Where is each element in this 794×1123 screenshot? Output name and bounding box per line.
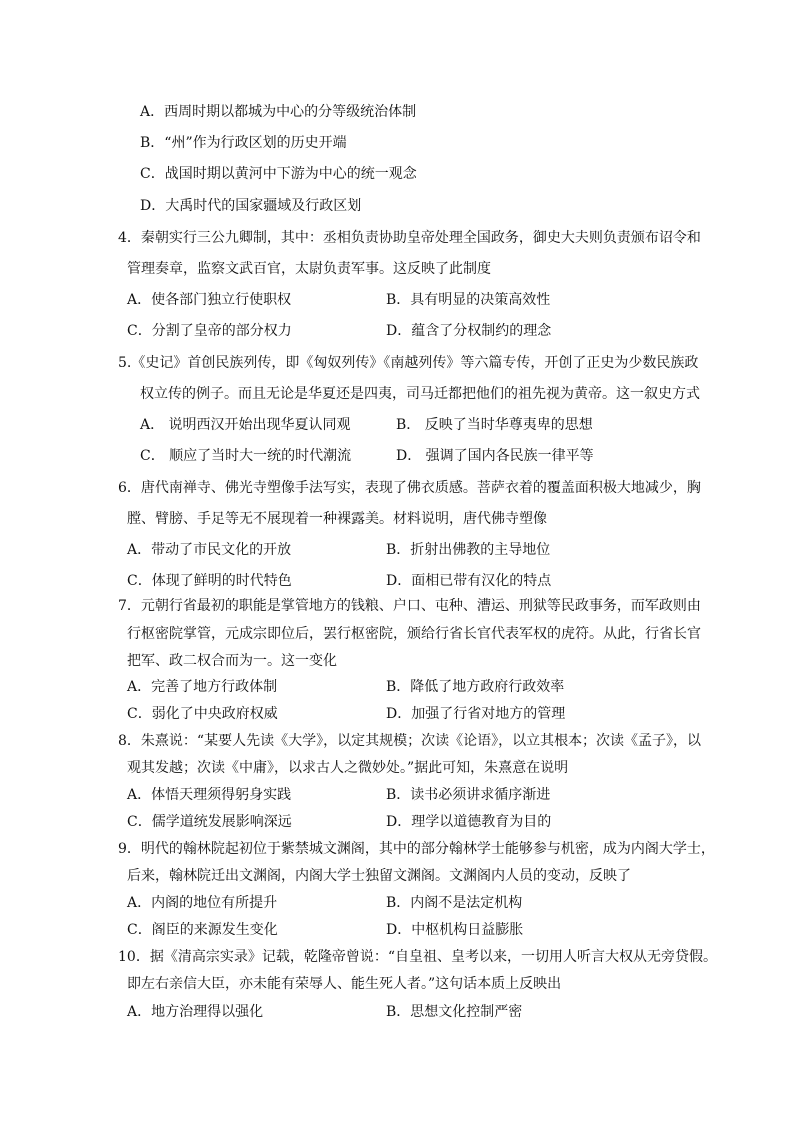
q3-option-a: A．西周时期以都城为中心的分等级统治体制: [140, 104, 417, 120]
q5-stem-line-1: 5.《史记》首创民族列传，即《匈奴列传》《南越列传》等六篇专传，开创了正史为少数民族政: [118, 355, 699, 371]
q6-stem-line-1: 6．唐代南禅寺、佛光寺塑像手法写实，表现了佛衣质感。菩萨衣着的覆盖面积极大地减少，胸: [118, 480, 701, 496]
q7-option-a: A．完善了地方行政体制: [127, 679, 278, 695]
q3-option-c: C．战国时期以黄河中下游为中心的统一观念: [140, 166, 417, 182]
q4-option-b: B．具有明显的决策高效性: [386, 292, 551, 308]
q8-option-a: A．体悟天理须得躬身实践: [127, 787, 292, 803]
q8-stem-line-2: 观其发越；次读《中庸》，以求古人之微妙处。”据此可知，朱熹意在说明: [127, 760, 569, 776]
q8-stem-line-1: 8．朱熹说：“某要人先读《大学》，以定其规模；次读《论语》，以立其根本；次读《孟子》，以: [118, 733, 702, 749]
q10-option-a: A．地方治理得以强化: [127, 1004, 264, 1020]
q3-option-b: B．“州”作为行政区划的历史开端: [140, 135, 347, 151]
q7-stem-line-2: 行枢密院掌管，元成宗即位后，罢行枢密院，颁给行省长官代表军权的虎符。从此，行省长官: [127, 626, 701, 642]
q6-option-c: C．体现了鲜明的时代特色: [127, 573, 292, 589]
q8-option-c: C．儒学道统发展影响深远: [127, 814, 292, 830]
q5-option-d: D． 强调了国内各民族一律平等: [396, 448, 594, 464]
q10-stem-line-2: 即左右亲信大臣，亦未能有荣辱人、能生死人者。”这句话本质上反映出: [127, 976, 562, 992]
q7-option-b: B．降低了地方政府行政效率: [386, 679, 565, 695]
q5-option-b: B． 反映了当时华尊夷卑的思想: [396, 417, 593, 433]
q4-stem-line-2: 管理奏章，监察文武百官，太尉负责军事。这反映了此制度: [127, 261, 491, 277]
q4-option-c: C．分割了皇帝的部分权力: [127, 323, 292, 339]
q9-option-a: A．内阁的地位有所提升: [127, 895, 278, 911]
q7-option-d: D．加强了行省对地方的管理: [386, 706, 566, 722]
q9-option-c: C．阁臣的来源发生变化: [127, 922, 278, 938]
q5-stem-line-2: 权立传的例子。而且无论是华夏还是四夷，司马迁都把他们的祖先视为黄帝。这一叙史方式: [140, 386, 700, 402]
q4-option-d: D．蕴含了分权制约的理念: [386, 323, 552, 339]
q5-option-a: A． 说明西汉开始出现华夏认同观: [140, 417, 351, 433]
q4-option-a: A．使各部门独立行使职权: [127, 292, 292, 308]
q7-option-c: C．弱化了中央政府权威: [127, 706, 278, 722]
q3-option-d: D．大禹时代的国家疆域及行政区划: [140, 198, 362, 214]
q6-option-b: B．折射出佛教的主导地位: [386, 542, 551, 558]
q9-stem-line-1: 9．明代的翰林院起初位于紫禁城文渊阁，其中的部分翰林学士能够参与机密，成为内阁大学士，: [118, 841, 715, 857]
q8-option-b: B．读书必须讲求循序渐进: [386, 787, 551, 803]
q6-option-d: D．面相已带有汉化的特点: [386, 573, 552, 589]
q7-stem-line-3: 把军、政二权合而为一。这一变化: [127, 653, 337, 669]
q10-stem-line-1: 10．据《清高宗实录》记载，乾隆帝曾说：“自皇祖、皇考以来，一切用人听言大权从无旁贷假。: [118, 949, 717, 965]
q9-option-d: D．中枢机构日益膨胀: [386, 922, 524, 938]
q6-option-a: A．带动了市民文化的开放: [127, 542, 292, 558]
q9-option-b: B．内阁不是法定机构: [386, 895, 523, 911]
q10-option-b: B．思想文化控制严密: [386, 1004, 523, 1020]
q5-option-c: C． 顺应了当时大一统的时代潮流: [140, 448, 352, 464]
q8-option-d: D．理学以道德教育为目的: [386, 814, 552, 830]
q9-stem-line-2: 后来，翰林院迁出文渊阁，内阁大学士独留文渊阁。文渊阁内人员的变动，反映了: [127, 868, 631, 884]
q6-stem-line-2: 膛、臂膀、手足等无不展现着一种裸露美。材料说明，唐代佛寺塑像: [127, 511, 547, 527]
q7-stem-line-1: 7．元朝行省最初的职能是掌管地方的钱粮、户口、屯种、漕运、刑狱等民政事务，而军政则由: [118, 598, 701, 614]
q4-stem-line-1: 4．秦朝实行三公九卿制，其中：丞相负责协助皇帝处理全国政务，御史大夫则负责颁布诏令和: [118, 230, 701, 246]
